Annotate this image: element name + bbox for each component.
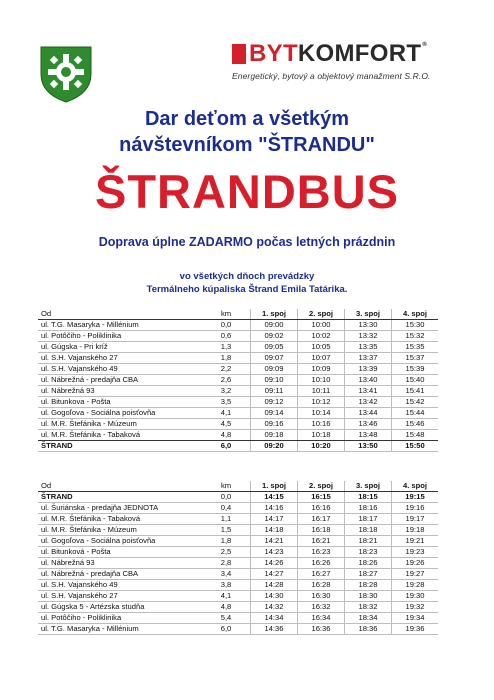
coat-of-arms-logo	[38, 44, 94, 104]
column-header: Od	[38, 481, 202, 492]
departure-time: 15:39	[392, 364, 439, 375]
departure-time: 18:18	[345, 525, 392, 536]
departure-time: 14:23	[251, 547, 298, 558]
column-header: km	[202, 481, 251, 492]
page-title: ŠTRANDBUS	[94, 165, 400, 218]
distance-km: 2,2	[202, 364, 251, 375]
departure-time: 15:37	[392, 353, 439, 364]
logo-tagline: Energetický, bytový a objektový manažment S.R.O.	[232, 71, 431, 81]
departure-time: 16:27	[298, 569, 345, 580]
departure-time: 09:09	[251, 364, 298, 375]
column-header: 3. spoj	[345, 309, 392, 320]
distance-km: 2,6	[202, 375, 251, 386]
distance-km: 4,8	[202, 602, 251, 613]
departure-time: 18:16	[345, 503, 392, 514]
stop-name: ul. T.G. Masaryka - Millénium	[38, 624, 202, 635]
distance-km: 2,8	[202, 558, 251, 569]
departure-time: 15:50	[392, 441, 439, 452]
departure-time: 18:17	[345, 514, 392, 525]
departure-time: 18:15	[345, 492, 392, 503]
stop-name: ul. M.R. Štefánika - Múzeum	[38, 419, 202, 430]
departure-time: 14:17	[251, 514, 298, 525]
departure-time: 13:46	[345, 419, 392, 430]
departure-time: 16:28	[298, 580, 345, 591]
departure-time: 16:26	[298, 558, 345, 569]
table-row	[38, 353, 438, 364]
stop-name: ul. S.H. Vajanského 27	[38, 591, 202, 602]
departure-time: 19:36	[392, 624, 439, 635]
departure-time: 16:34	[298, 613, 345, 624]
stop-name: ul. Gogoľova - Sociálna poisťovňa	[38, 536, 202, 547]
departure-time: 09:12	[251, 397, 298, 408]
table-row	[38, 375, 438, 386]
departure-time: 09:10	[251, 375, 298, 386]
stop-name: ul. Nábrežná 93	[38, 558, 202, 569]
stop-name: ul. Gogoľova - Sociálna poisťovňa	[38, 408, 202, 419]
departure-time: 15:44	[392, 408, 439, 419]
stop-name: ul. Bitunková - Pošta	[38, 547, 202, 558]
bytkomfort-logo	[232, 40, 444, 81]
departure-time: 19:16	[392, 503, 439, 514]
departure-time: 19:34	[392, 613, 439, 624]
distance-km: 3,2	[202, 386, 251, 397]
column-header: km	[202, 309, 251, 320]
timetable-outbound	[38, 309, 438, 452]
departure-time: 14:27	[251, 569, 298, 580]
departure-time: 18:32	[345, 602, 392, 613]
stop-name: ul. M.R. Štefánika - Múzeum	[38, 525, 202, 536]
departure-time: 18:36	[345, 624, 392, 635]
departure-time: 10:12	[298, 397, 345, 408]
stop-name: ŠTRAND	[38, 492, 202, 503]
table-row	[38, 331, 438, 342]
departure-time: 16:36	[298, 624, 345, 635]
logo-brand-b: KOMFORT	[297, 40, 422, 67]
distance-km: 0,0	[202, 492, 251, 503]
departure-time: 14:32	[251, 602, 298, 613]
stop-name: ul. Potôčiho - Poliklinika	[38, 613, 202, 624]
departure-time: 19:27	[392, 569, 439, 580]
distance-km: 5,4	[202, 613, 251, 624]
departure-time: 13:40	[345, 375, 392, 386]
departure-time: 19:21	[392, 536, 439, 547]
departure-time: 19:30	[392, 591, 439, 602]
departure-time: 18:23	[345, 547, 392, 558]
departure-time: 09:18	[251, 430, 298, 441]
departure-time: 14:18	[251, 525, 298, 536]
stop-name: ul. Nábrežná 93	[38, 386, 202, 397]
departure-time: 14:34	[251, 613, 298, 624]
departure-time: 15:42	[392, 397, 439, 408]
stop-name: ul. Šuriánska - predajňa JEDNOTA	[38, 503, 202, 514]
table-header	[38, 309, 438, 320]
departure-time: 19:28	[392, 580, 439, 591]
departure-time: 18:27	[345, 569, 392, 580]
departure-time: 18:21	[345, 536, 392, 547]
column-header: 2. spoj	[298, 309, 345, 320]
departure-time: 19:26	[392, 558, 439, 569]
intro-line-1: Dar deťom a všetkým	[144, 108, 350, 130]
departure-time: 13:44	[345, 408, 392, 419]
departure-time: 13:41	[345, 386, 392, 397]
departure-time: 16:18	[298, 525, 345, 536]
table-row	[38, 386, 438, 397]
departure-time: 18:34	[345, 613, 392, 624]
departure-time: 10:10	[298, 375, 345, 386]
departure-time: 10:00	[298, 320, 345, 331]
departure-time: 16:15	[298, 492, 345, 503]
distance-km: 6,0	[202, 441, 251, 452]
departure-time: 13:30	[345, 320, 392, 331]
departure-time: 18:26	[345, 558, 392, 569]
departure-time: 19:15	[392, 492, 439, 503]
departure-time: 15:35	[392, 342, 439, 353]
column-header: Od	[38, 309, 202, 320]
distance-km: 0,4	[202, 503, 251, 514]
departure-time: 09:05	[251, 342, 298, 353]
table-row	[38, 441, 438, 452]
distance-km: 3,8	[202, 580, 251, 591]
departure-time: 16:32	[298, 602, 345, 613]
note-line-1: vo všetkých dňoch prevádzky	[179, 271, 315, 282]
logo-brand-a: BYT	[249, 40, 298, 67]
distance-km: 1,3	[202, 342, 251, 353]
table-row	[38, 602, 438, 613]
table-row	[38, 408, 438, 419]
stop-name: ul. S.H. Vajanského 49	[38, 364, 202, 375]
departure-time: 13:42	[345, 397, 392, 408]
distance-km: 0,0	[202, 320, 251, 331]
column-header: 4. spoj	[392, 309, 439, 320]
departure-time: 18:28	[345, 580, 392, 591]
departure-time: 19:32	[392, 602, 439, 613]
departure-time: 15:40	[392, 375, 439, 386]
table-row	[38, 492, 438, 503]
column-header: 3. spoj	[345, 481, 392, 492]
departure-time: 10:11	[298, 386, 345, 397]
column-header: 4. spoj	[392, 481, 439, 492]
distance-km: 4,5	[202, 419, 251, 430]
table-row	[38, 580, 438, 591]
table-row	[38, 569, 438, 580]
column-header: 1. spoj	[251, 481, 298, 492]
intro-line-2: návštevníkom "ŠTRANDU"	[119, 134, 375, 156]
note-line-2: Termálneho kúpaliska Štrand Emila Tatárika.	[146, 284, 348, 295]
table-row	[38, 558, 438, 569]
departure-time: 14:21	[251, 536, 298, 547]
column-header: 1. spoj	[251, 309, 298, 320]
stop-name: ul. M.R. Štefánika - Tabaková	[38, 514, 202, 525]
table-header	[38, 481, 438, 492]
departure-time: 18:30	[345, 591, 392, 602]
table-row	[38, 320, 438, 331]
distance-km: 1,8	[202, 536, 251, 547]
table-row	[38, 503, 438, 514]
distance-km: 4,8	[202, 430, 251, 441]
logo-mark-icon	[232, 44, 246, 64]
distance-km: 0,6	[202, 331, 251, 342]
table-row	[38, 547, 438, 558]
departure-time: 15:41	[392, 386, 439, 397]
table-row	[38, 536, 438, 547]
departure-time: 10:07	[298, 353, 345, 364]
stop-name: ul. S.H. Vajanského 27	[38, 353, 202, 364]
table-row	[38, 364, 438, 375]
table-row	[38, 397, 438, 408]
departure-time: 09:20	[251, 441, 298, 452]
departure-time: 13:48	[345, 430, 392, 441]
table-row	[38, 613, 438, 624]
table-row	[38, 624, 438, 635]
table-row	[38, 419, 438, 430]
table-row	[38, 525, 438, 536]
departure-time: 10:05	[298, 342, 345, 353]
distance-km: 2,5	[202, 547, 251, 558]
distance-km: 6,0	[202, 624, 251, 635]
departure-time: 13:35	[345, 342, 392, 353]
departure-time: 10:14	[298, 408, 345, 419]
departure-time: 09:14	[251, 408, 298, 419]
departure-time: 10:20	[298, 441, 345, 452]
distance-km: 1,8	[202, 353, 251, 364]
distance-km: 1,5	[202, 525, 251, 536]
departure-time: 14:30	[251, 591, 298, 602]
departure-time: 19:18	[392, 525, 439, 536]
table-row	[38, 342, 438, 353]
distance-km: 4,1	[202, 408, 251, 419]
departure-time: 09:07	[251, 353, 298, 364]
departure-time: 16:16	[298, 503, 345, 514]
departure-time: 09:02	[251, 331, 298, 342]
departure-time: 10:02	[298, 331, 345, 342]
stop-name: ŠTRAND	[38, 441, 202, 452]
subtitle: Doprava úplne ZADARMO počas letných prázdnin	[98, 235, 396, 249]
stop-name: ul. S.H. Vajanského 49	[38, 580, 202, 591]
departure-time: 14:28	[251, 580, 298, 591]
departure-time: 16:23	[298, 547, 345, 558]
departure-time: 13:37	[345, 353, 392, 364]
table-row	[38, 591, 438, 602]
table-row	[38, 430, 438, 441]
distance-km: 3,5	[202, 397, 251, 408]
stop-name: ul. M.R. Štefánika - Tabaková	[38, 430, 202, 441]
departure-time: 16:30	[298, 591, 345, 602]
departure-time: 14:26	[251, 558, 298, 569]
departure-time: 09:00	[251, 320, 298, 331]
distance-km: 4,1	[202, 591, 251, 602]
stop-name: ul. Gúgska 5 - Artézska studňa	[38, 602, 202, 613]
departure-time: 15:46	[392, 419, 439, 430]
departure-time: 13:50	[345, 441, 392, 452]
departure-time: 14:16	[251, 503, 298, 514]
stop-name: ul. Potôčiho - Poliklinika	[38, 331, 202, 342]
departure-time: 15:48	[392, 430, 439, 441]
stop-name: ul. Nábrežná - predajňa CBA	[38, 375, 202, 386]
departure-time: 19:17	[392, 514, 439, 525]
departure-time: 15:32	[392, 331, 439, 342]
stop-name: ul. Gúgska - Pri kríž	[38, 342, 202, 353]
departure-time: 16:21	[298, 536, 345, 547]
departure-time: 09:16	[251, 419, 298, 430]
departure-time: 14:36	[251, 624, 298, 635]
stop-name: ul. Bitunkova - Pošta	[38, 397, 202, 408]
distance-km: 1,1	[202, 514, 251, 525]
column-header: 2. spoj	[298, 481, 345, 492]
departure-time: 16:17	[298, 514, 345, 525]
departure-time: 09:11	[251, 386, 298, 397]
timetable-return	[38, 481, 438, 635]
departure-time: 13:32	[345, 331, 392, 342]
departure-time: 15:30	[392, 320, 439, 331]
table-row	[38, 514, 438, 525]
departure-time: 10:16	[298, 419, 345, 430]
logo-registered: ®	[422, 42, 428, 48]
distance-km: 3,4	[202, 569, 251, 580]
departure-time: 19:23	[392, 547, 439, 558]
departure-time: 10:18	[298, 430, 345, 441]
stop-name: ul. Nábrežná - predajňa CBA	[38, 569, 202, 580]
departure-time: 14:15	[251, 492, 298, 503]
stop-name: ul. T.G. Masaryka - Millénium	[38, 320, 202, 331]
departure-time: 10:09	[298, 364, 345, 375]
departure-time: 13:39	[345, 364, 392, 375]
